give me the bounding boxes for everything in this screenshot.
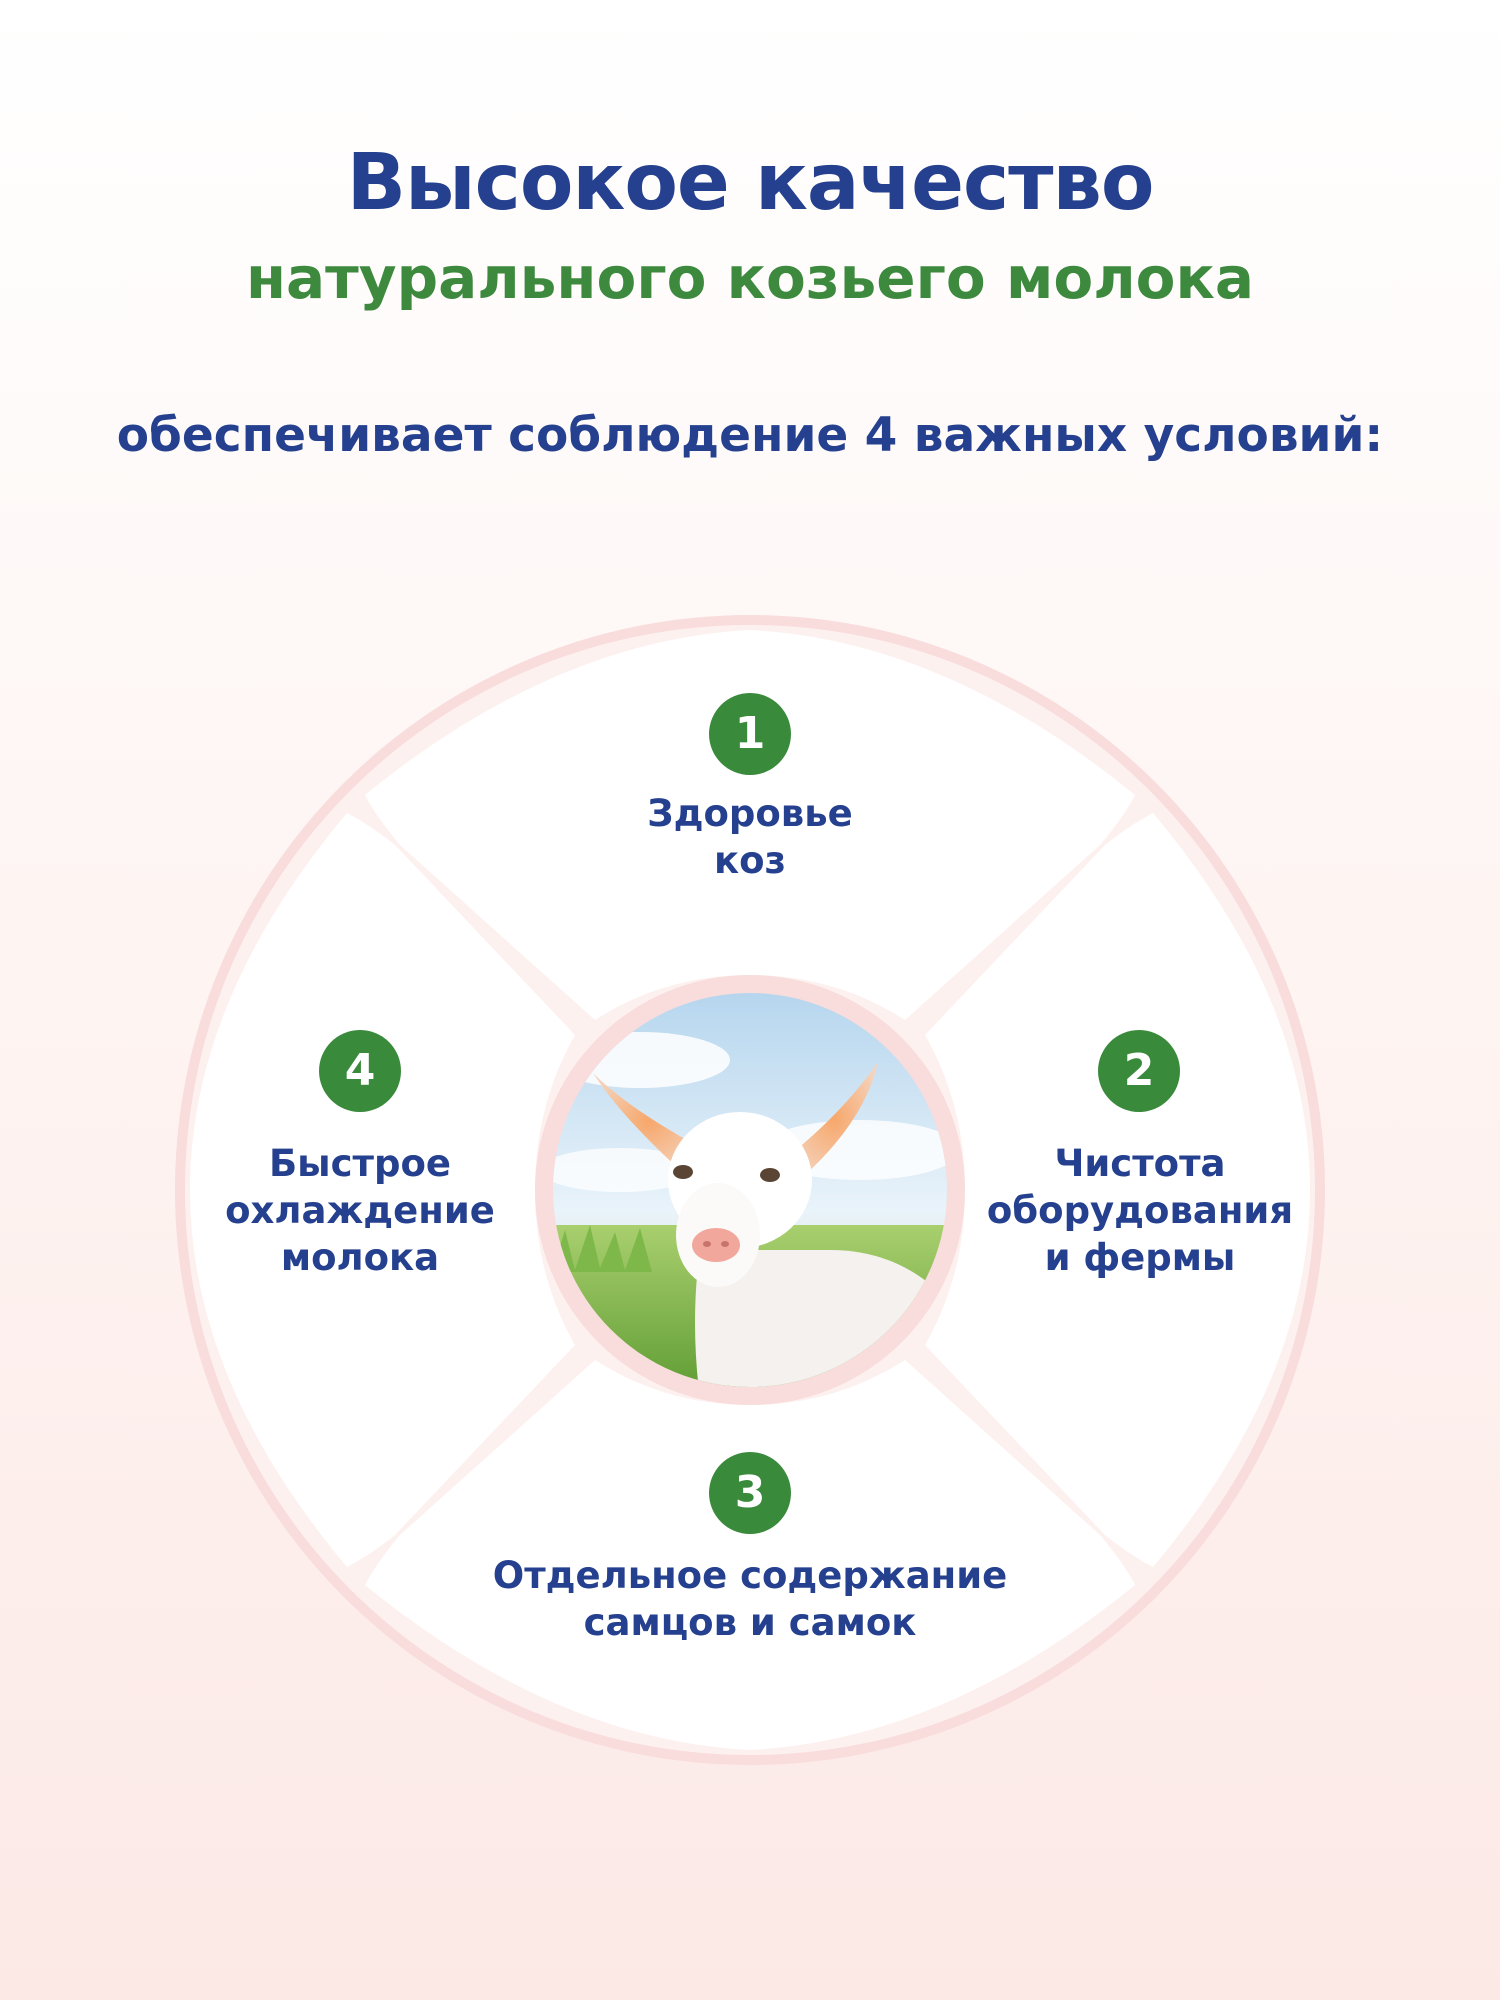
condition-2-line: оборудования	[986, 1189, 1294, 1232]
condition-4-label	[200, 1140, 520, 1281]
condition-1-line: Здоровье	[647, 792, 853, 835]
condition-1-line: коз	[713, 839, 787, 882]
condition-4-line: охлаждение	[225, 1189, 495, 1232]
condition-2-line: и фермы	[1044, 1236, 1236, 1279]
page-title: Высокое качество	[346, 138, 1154, 228]
condition-4-badge: 4	[319, 1030, 401, 1112]
condition-1-label	[550, 790, 950, 884]
lead-text: обеспечивает соблюдение 4 важных условий:	[116, 408, 1384, 463]
condition-3-line: Отдельное содержание	[492, 1554, 1008, 1597]
condition-1-badge: 1	[709, 693, 791, 775]
condition-3-label	[470, 1552, 1030, 1646]
condition-3-line: самцов и самок	[583, 1601, 917, 1644]
condition-2-badge: 2	[1098, 1030, 1180, 1112]
condition-4-line: Быстрое	[268, 1142, 452, 1185]
condition-2-line: Чистота	[1054, 1142, 1226, 1185]
condition-4-line: молока	[280, 1236, 440, 1279]
page-subtitle: натурального козьего молока	[245, 244, 1255, 312]
condition-2-label	[960, 1140, 1320, 1281]
condition-3-badge: 3	[709, 1452, 791, 1534]
